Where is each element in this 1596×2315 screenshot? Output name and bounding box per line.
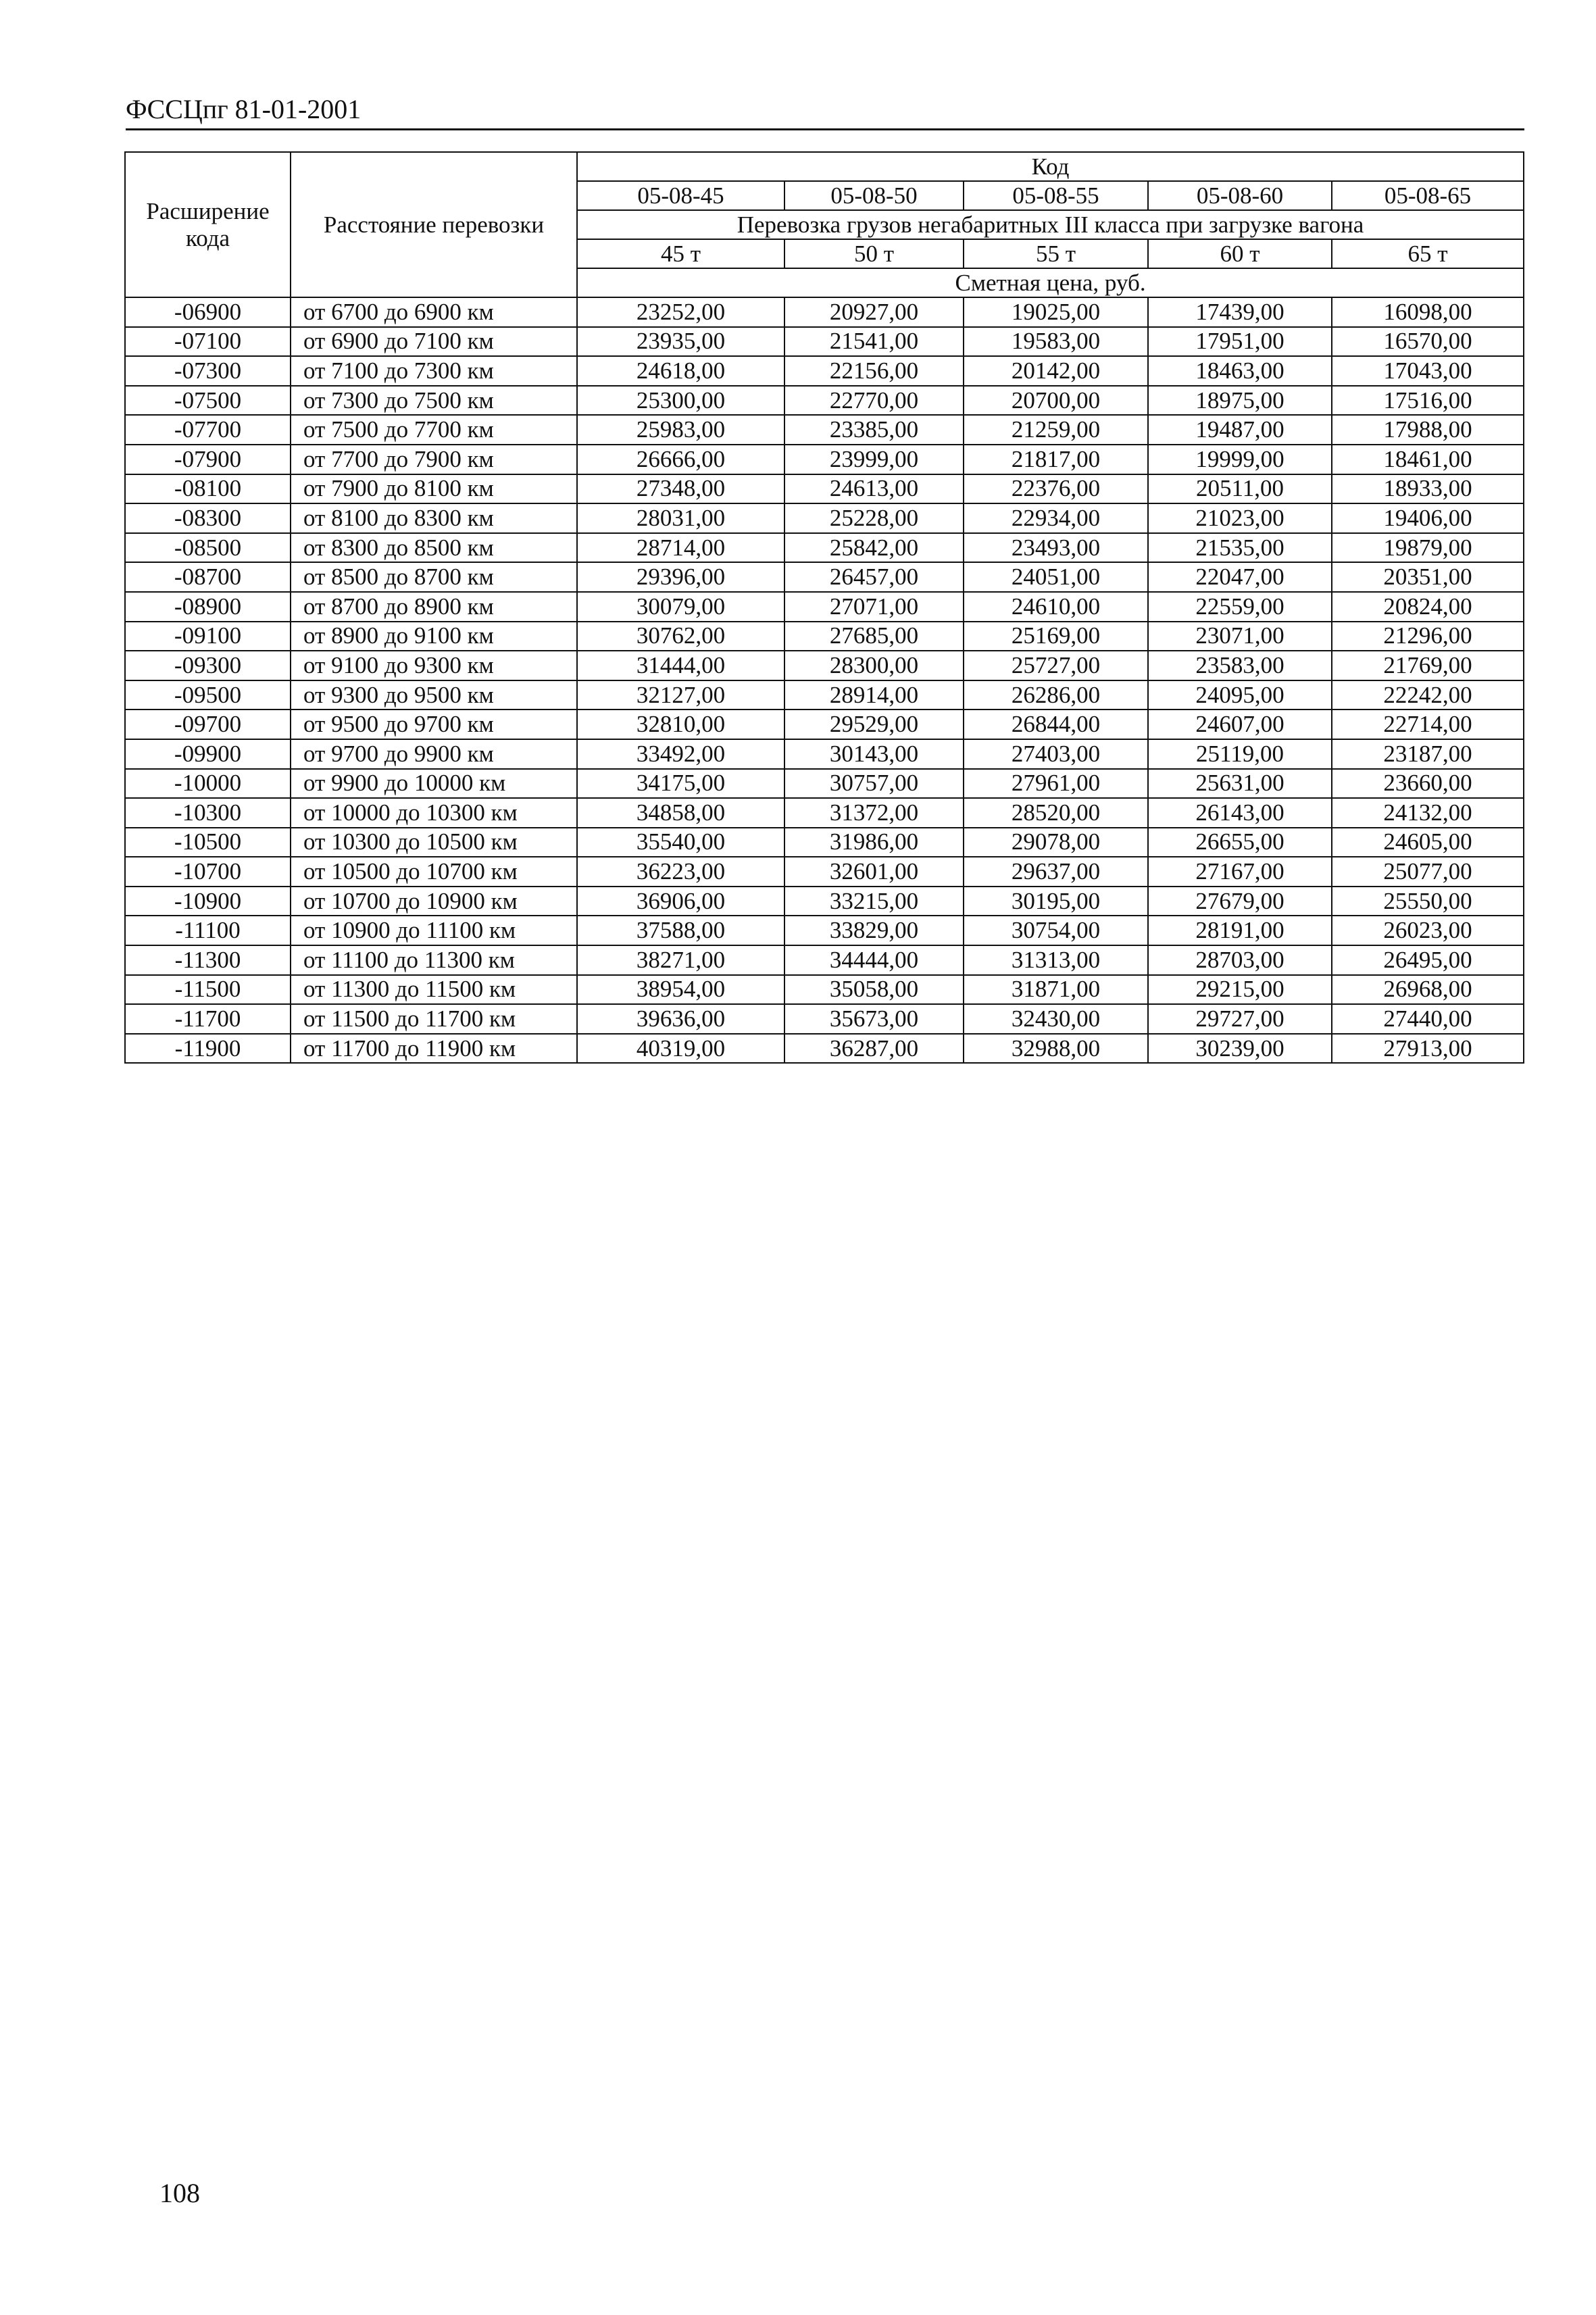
price-cell: 19999,00 (1148, 445, 1332, 474)
price-cell: 24610,00 (964, 592, 1148, 622)
price-cell: 22559,00 (1148, 592, 1332, 622)
price-cell: 27348,00 (577, 474, 784, 504)
price-cell: 29529,00 (784, 710, 964, 739)
price-cell: 22714,00 (1332, 710, 1524, 739)
code-extension-cell: -07500 (125, 386, 291, 416)
price-cell: 28714,00 (577, 533, 784, 563)
header-code-group: Код (577, 152, 1524, 181)
price-cell: 20700,00 (964, 386, 1148, 416)
price-cell: 28914,00 (784, 680, 964, 710)
price-cell: 29078,00 (964, 828, 1148, 857)
price-cell: 38954,00 (577, 975, 784, 1005)
code-extension-cell: -10700 (125, 857, 291, 887)
table-row (125, 1034, 1524, 1064)
price-cell: 26844,00 (964, 710, 1148, 739)
price-cell: 24132,00 (1332, 798, 1524, 828)
price-cell: 29727,00 (1148, 1004, 1332, 1034)
price-cell: 23187,00 (1332, 739, 1524, 769)
price-cell: 27403,00 (964, 739, 1148, 769)
price-cell: 30757,00 (784, 769, 964, 799)
price-cell: 36287,00 (784, 1034, 964, 1064)
price-cell: 32601,00 (784, 857, 964, 887)
distance-cell: от 9500 до 9700 км (291, 710, 577, 739)
table-row (125, 356, 1524, 386)
price-cell: 40319,00 (577, 1034, 784, 1064)
code-extension-cell: -09900 (125, 739, 291, 769)
header-distance: Расстояние перевозки (291, 152, 577, 297)
price-cell: 31871,00 (964, 975, 1148, 1005)
price-cell: 24095,00 (1148, 680, 1332, 710)
price-cell: 30143,00 (784, 739, 964, 769)
table-head (125, 152, 1524, 297)
price-cell: 27961,00 (964, 769, 1148, 799)
price-cell: 18975,00 (1148, 386, 1332, 416)
price-cell: 21023,00 (1148, 503, 1332, 533)
price-cell: 19583,00 (964, 327, 1148, 357)
header-code-extension: Расширение кода (125, 152, 291, 297)
price-cell: 23935,00 (577, 327, 784, 357)
price-cell: 23583,00 (1148, 651, 1332, 680)
price-cell: 20351,00 (1332, 562, 1524, 592)
distance-cell: от 7900 до 8100 км (291, 474, 577, 504)
distance-cell: от 6700 до 6900 км (291, 297, 577, 327)
price-cell: 21541,00 (784, 327, 964, 357)
price-cell: 26143,00 (1148, 798, 1332, 828)
header-code: 05-08-60 (1148, 181, 1332, 210)
code-extension-cell: -11100 (125, 916, 291, 945)
table-row (125, 1004, 1524, 1034)
distance-cell: от 10500 до 10700 км (291, 857, 577, 887)
table-row (125, 533, 1524, 563)
distance-cell: от 9900 до 10000 км (291, 769, 577, 799)
price-cell: 31444,00 (577, 651, 784, 680)
price-cell: 34175,00 (577, 769, 784, 799)
price-cell: 29637,00 (964, 857, 1148, 887)
page-number: 108 (159, 2178, 200, 2208)
table-row (125, 503, 1524, 533)
price-cell: 21769,00 (1332, 651, 1524, 680)
price-cell: 34858,00 (577, 798, 784, 828)
price-cell: 25550,00 (1332, 887, 1524, 916)
price-cell: 26666,00 (577, 445, 784, 474)
distance-cell: от 6900 до 7100 км (291, 327, 577, 357)
price-cell: 29215,00 (1148, 975, 1332, 1005)
price-cell: 17043,00 (1332, 356, 1524, 386)
price-cell: 22376,00 (964, 474, 1148, 504)
header-code: 05-08-65 (1332, 181, 1524, 210)
distance-cell: от 7100 до 7300 км (291, 356, 577, 386)
code-extension-cell: -07700 (125, 415, 291, 445)
price-cell: 19025,00 (964, 297, 1148, 327)
price-cell: 16098,00 (1332, 297, 1524, 327)
header-code: 05-08-55 (964, 181, 1148, 210)
price-cell: 28191,00 (1148, 916, 1332, 945)
price-cell: 25300,00 (577, 386, 784, 416)
distance-cell: от 8500 до 8700 км (291, 562, 577, 592)
price-cell: 22242,00 (1332, 680, 1524, 710)
code-extension-cell: -08500 (125, 533, 291, 563)
price-cell: 23660,00 (1332, 769, 1524, 799)
header-price-label: Сметная цена, руб. (577, 268, 1524, 297)
code-extension-cell: -11700 (125, 1004, 291, 1034)
table-row (125, 916, 1524, 945)
price-cell: 24613,00 (784, 474, 964, 504)
distance-cell: от 7700 до 7900 км (291, 445, 577, 474)
header-code: 05-08-45 (577, 181, 784, 210)
distance-cell: от 11100 до 11300 км (291, 945, 577, 975)
distance-cell: от 8900 до 9100 км (291, 622, 577, 651)
document-code-header: ФССЦпг 81-01-2001 (126, 94, 361, 124)
distance-cell: от 10300 до 10500 км (291, 828, 577, 857)
code-extension-cell: -08100 (125, 474, 291, 504)
price-cell: 35540,00 (577, 828, 784, 857)
header-code: 05-08-50 (784, 181, 964, 210)
price-cell: 20824,00 (1332, 592, 1524, 622)
header-transport-type: Перевозка грузов негабаритных III класса при загрузке вагона (577, 210, 1524, 239)
price-cell: 24618,00 (577, 356, 784, 386)
price-cell: 21259,00 (964, 415, 1148, 445)
distance-cell: от 8100 до 8300 км (291, 503, 577, 533)
table-row (125, 386, 1524, 416)
price-cell: 25983,00 (577, 415, 784, 445)
price-cell: 36223,00 (577, 857, 784, 887)
price-cell: 24605,00 (1332, 828, 1524, 857)
distance-cell: от 7300 до 7500 км (291, 386, 577, 416)
price-table (124, 151, 1524, 1064)
code-extension-cell: -07100 (125, 327, 291, 357)
distance-cell: от 8300 до 8500 км (291, 533, 577, 563)
price-cell: 25119,00 (1148, 739, 1332, 769)
price-cell: 31372,00 (784, 798, 964, 828)
price-cell: 27685,00 (784, 622, 964, 651)
code-extension-cell: -08700 (125, 562, 291, 592)
code-extension-cell: -10300 (125, 798, 291, 828)
price-cell: 30079,00 (577, 592, 784, 622)
price-cell: 25727,00 (964, 651, 1148, 680)
code-extension-cell: -09500 (125, 680, 291, 710)
price-cell: 27440,00 (1332, 1004, 1524, 1034)
table-row (125, 769, 1524, 799)
table-row (125, 828, 1524, 857)
table-row (125, 651, 1524, 680)
price-cell: 26655,00 (1148, 828, 1332, 857)
price-cell: 27913,00 (1332, 1034, 1524, 1064)
header-load: 60 т (1148, 239, 1332, 268)
price-cell: 24607,00 (1148, 710, 1332, 739)
code-extension-cell: -11500 (125, 975, 291, 1005)
price-cell: 25077,00 (1332, 857, 1524, 887)
distance-cell: от 8700 до 8900 км (291, 592, 577, 622)
price-cell: 18461,00 (1332, 445, 1524, 474)
table-row (125, 592, 1524, 622)
code-extension-cell: -10900 (125, 887, 291, 916)
price-cell: 23252,00 (577, 297, 784, 327)
code-extension-cell: -11300 (125, 945, 291, 975)
price-cell: 35058,00 (784, 975, 964, 1005)
code-extension-cell: -07300 (125, 356, 291, 386)
header-load: 55 т (964, 239, 1148, 268)
price-cell: 28520,00 (964, 798, 1148, 828)
distance-cell: от 9100 до 9300 км (291, 651, 577, 680)
price-cell: 33492,00 (577, 739, 784, 769)
price-cell: 27679,00 (1148, 887, 1332, 916)
distance-cell: от 11300 до 11500 км (291, 975, 577, 1005)
price-cell: 19487,00 (1148, 415, 1332, 445)
table-row (125, 710, 1524, 739)
price-cell: 23385,00 (784, 415, 964, 445)
table-row (125, 887, 1524, 916)
price-cell: 25631,00 (1148, 769, 1332, 799)
price-cell: 18933,00 (1332, 474, 1524, 504)
price-cell: 32430,00 (964, 1004, 1148, 1034)
table-body (125, 297, 1524, 1063)
table-row (125, 474, 1524, 504)
price-cell: 28300,00 (784, 651, 964, 680)
price-cell: 39636,00 (577, 1004, 784, 1034)
price-cell: 30762,00 (577, 622, 784, 651)
price-cell: 23493,00 (964, 533, 1148, 563)
code-extension-cell: -10000 (125, 769, 291, 799)
price-cell: 19879,00 (1332, 533, 1524, 563)
price-cell: 20511,00 (1148, 474, 1332, 504)
price-cell: 24051,00 (964, 562, 1148, 592)
price-cell: 26457,00 (784, 562, 964, 592)
price-cell: 34444,00 (784, 945, 964, 975)
table-row (125, 798, 1524, 828)
code-extension-cell: -11900 (125, 1034, 291, 1064)
price-cell: 21817,00 (964, 445, 1148, 474)
distance-cell: от 10000 до 10300 км (291, 798, 577, 828)
price-cell: 32810,00 (577, 710, 784, 739)
price-cell: 26286,00 (964, 680, 1148, 710)
price-cell: 22770,00 (784, 386, 964, 416)
table-row (125, 562, 1524, 592)
table-row (125, 297, 1524, 327)
header-rule (126, 128, 1524, 130)
code-extension-cell: -08300 (125, 503, 291, 533)
price-cell: 35673,00 (784, 1004, 964, 1034)
price-cell: 30195,00 (964, 887, 1148, 916)
price-cell: 17988,00 (1332, 415, 1524, 445)
distance-cell: от 9700 до 9900 км (291, 739, 577, 769)
code-extension-cell: -09100 (125, 622, 291, 651)
price-cell: 25169,00 (964, 622, 1148, 651)
table-row (125, 945, 1524, 975)
price-cell: 21296,00 (1332, 622, 1524, 651)
distance-cell: от 10900 до 11100 км (291, 916, 577, 945)
price-cell: 17439,00 (1148, 297, 1332, 327)
price-cell: 16570,00 (1332, 327, 1524, 357)
price-cell: 31986,00 (784, 828, 964, 857)
distance-cell: от 7500 до 7700 км (291, 415, 577, 445)
price-cell: 32988,00 (964, 1034, 1148, 1064)
price-cell: 29396,00 (577, 562, 784, 592)
price-cell: 26023,00 (1332, 916, 1524, 945)
price-cell: 33215,00 (784, 887, 964, 916)
price-cell: 22156,00 (784, 356, 964, 386)
price-cell: 25842,00 (784, 533, 964, 563)
price-cell: 26495,00 (1332, 945, 1524, 975)
price-cell: 26968,00 (1332, 975, 1524, 1005)
distance-cell: от 11700 до 11900 км (291, 1034, 577, 1064)
price-cell: 20927,00 (784, 297, 964, 327)
price-cell: 20142,00 (964, 356, 1148, 386)
table-row (125, 680, 1524, 710)
price-cell: 18463,00 (1148, 356, 1332, 386)
price-cell: 31313,00 (964, 945, 1148, 975)
table-row (125, 739, 1524, 769)
code-extension-cell: -09700 (125, 710, 291, 739)
price-cell: 32127,00 (577, 680, 784, 710)
price-cell: 17516,00 (1332, 386, 1524, 416)
code-extension-cell: -10500 (125, 828, 291, 857)
header-load: 65 т (1332, 239, 1524, 268)
distance-cell: от 11500 до 11700 км (291, 1004, 577, 1034)
price-cell: 23071,00 (1148, 622, 1332, 651)
price-cell: 23999,00 (784, 445, 964, 474)
table-row (125, 975, 1524, 1005)
code-extension-cell: -08900 (125, 592, 291, 622)
price-cell: 22047,00 (1148, 562, 1332, 592)
price-cell: 37588,00 (577, 916, 784, 945)
price-cell: 27071,00 (784, 592, 964, 622)
price-cell: 19406,00 (1332, 503, 1524, 533)
price-cell: 30239,00 (1148, 1034, 1332, 1064)
price-cell: 33829,00 (784, 916, 964, 945)
distance-cell: от 9300 до 9500 км (291, 680, 577, 710)
code-extension-cell: -09300 (125, 651, 291, 680)
header-load: 45 т (577, 239, 784, 268)
table-row (125, 327, 1524, 357)
price-cell: 17951,00 (1148, 327, 1332, 357)
code-extension-cell: -06900 (125, 297, 291, 327)
table-row (125, 622, 1524, 651)
price-cell: 27167,00 (1148, 857, 1332, 887)
distance-cell: от 10700 до 10900 км (291, 887, 577, 916)
price-cell: 30754,00 (964, 916, 1148, 945)
code-extension-cell: -07900 (125, 445, 291, 474)
price-cell: 25228,00 (784, 503, 964, 533)
price-cell: 21535,00 (1148, 533, 1332, 563)
price-cell: 28703,00 (1148, 945, 1332, 975)
price-cell: 28031,00 (577, 503, 784, 533)
price-cell: 22934,00 (964, 503, 1148, 533)
price-cell: 38271,00 (577, 945, 784, 975)
table-row (125, 445, 1524, 474)
header-load: 50 т (784, 239, 964, 268)
price-cell: 36906,00 (577, 887, 784, 916)
table-row (125, 415, 1524, 445)
table-row (125, 857, 1524, 887)
